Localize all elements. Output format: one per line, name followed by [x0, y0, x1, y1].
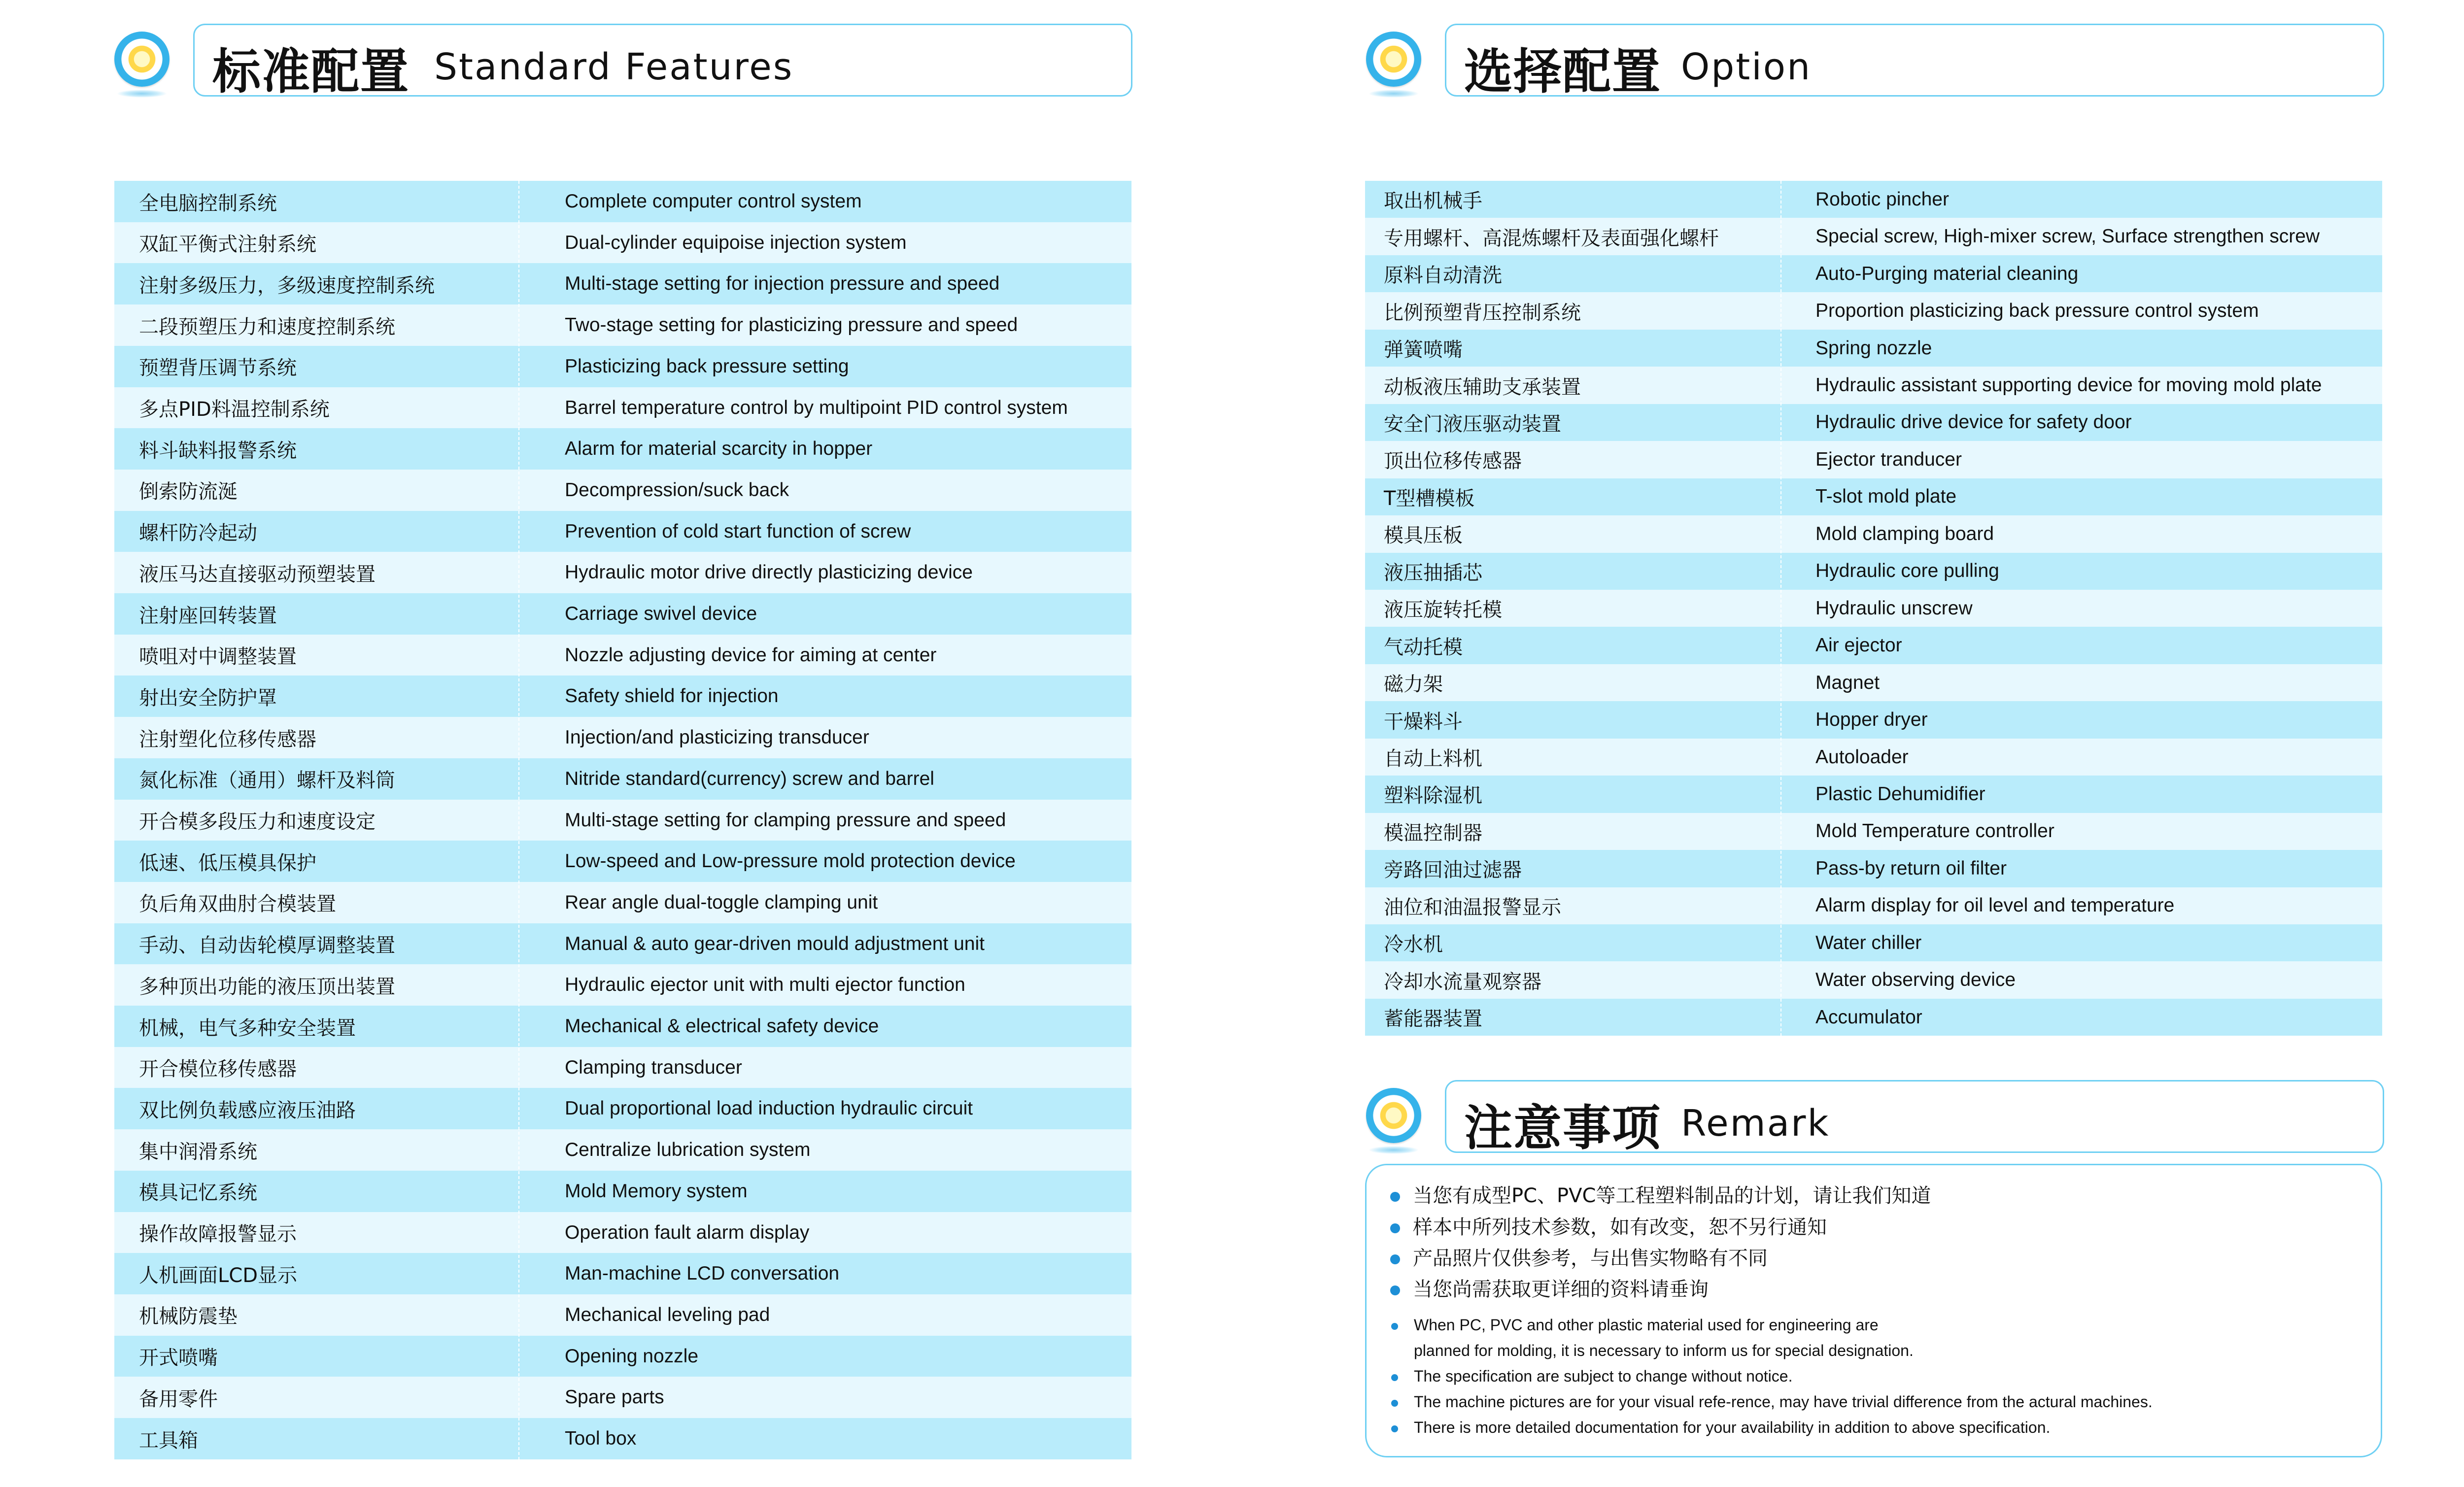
table-row	[114, 470, 1131, 511]
feature-name-zh: 模温控制器	[1384, 821, 1482, 845]
feature-name-en: Tool box	[565, 1428, 637, 1449]
remark-zh-item: 当您有成型PC、PVC等工程塑料制品的计划，请让我们知道	[1390, 1180, 1931, 1208]
standard-features-table	[114, 181, 1131, 1460]
table-row	[114, 511, 1131, 552]
feature-name-zh: 备用零件	[139, 1387, 218, 1411]
feature-name-en: Low-speed and Low-pressure mold protection device	[565, 850, 1016, 872]
standard-title-zh: 标准配置	[212, 44, 410, 100]
feature-name-zh: 负后角双曲肘合模装置	[139, 893, 336, 916]
feature-name-zh: 塑料除湿机	[1384, 784, 1482, 808]
feature-name-en: Hopper dryer	[1815, 709, 1928, 731]
table-row	[114, 346, 1131, 387]
table-row	[1365, 292, 2382, 330]
feature-name-en: Mold Temperature controller	[1815, 820, 2054, 842]
remark-zh-item: 当您尚需获取更详细的资料请垂询	[1390, 1274, 1709, 1302]
feature-name-en: Plasticizing back pressure setting	[565, 355, 849, 377]
option-title-en: Option	[1681, 46, 1812, 88]
table-row	[114, 387, 1131, 429]
feature-name-en: Magnet	[1815, 672, 1880, 693]
table-row	[1365, 330, 2382, 367]
feature-name-en: Hydraulic core pulling	[1815, 560, 1999, 582]
table-row	[114, 1129, 1131, 1171]
table-row	[1365, 961, 2382, 999]
table-row	[114, 552, 1131, 593]
remark-logo-icon	[1366, 1088, 1421, 1143]
feature-name-zh: 冷却水流量观察器	[1384, 970, 1541, 993]
feature-name-zh: 料斗缺料报警系统	[139, 439, 297, 462]
feature-name-en: Plastic Dehumidifier	[1815, 783, 1985, 805]
feature-name-zh: 喷咀对中调整装置	[139, 645, 297, 669]
table-row	[114, 1336, 1131, 1377]
feature-name-zh: 注射塑化位移传感器	[139, 728, 316, 751]
remark-zh-item: 样本中所列技术参数，如有改变，恕不另行通知	[1390, 1212, 1827, 1240]
feature-name-en: Mechanical leveling pad	[565, 1304, 770, 1325]
table-row	[114, 635, 1131, 676]
table-row	[1365, 553, 2382, 590]
feature-name-zh: 螺杆防冷起动	[139, 522, 257, 545]
feature-name-zh: 动板液压辅助支承装置	[1384, 375, 1581, 399]
feature-name-en: Water chiller	[1815, 932, 1922, 953]
feature-name-en: Pass-by return oil filter	[1815, 857, 2007, 879]
option-logo-icon	[1366, 32, 1421, 87]
standard-title-en: Standard Features	[434, 46, 794, 88]
feature-name-zh: 人机画面LCD显示	[139, 1264, 298, 1287]
feature-name-zh: 干燥料斗	[1384, 710, 1463, 733]
feature-name-en: Hydraulic assistant supporting device for moving mold plate	[1815, 374, 2322, 396]
feature-name-en: Hydraulic ejector unit with multi ejector function	[565, 974, 965, 996]
table-row	[114, 676, 1131, 717]
table-row	[114, 263, 1131, 304]
remark-box	[1365, 1164, 2382, 1457]
feature-name-zh: 模具压板	[1384, 524, 1463, 547]
feature-name-en: Nitride standard(currency) screw and barrel	[565, 768, 934, 789]
feature-name-zh: 注射多级压力，多级速度控制系统	[139, 274, 435, 297]
feature-name-zh: 机械，电气多种安全装置	[139, 1016, 356, 1040]
feature-name-en: Carriage swivel device	[565, 603, 757, 624]
feature-name-zh: T型槽模板	[1384, 487, 1475, 510]
feature-name-zh: 气动托模	[1384, 636, 1463, 659]
table-row	[114, 1171, 1131, 1212]
feature-name-en: Hydraulic drive device for safety door	[1815, 411, 2132, 433]
standard-logo-icon	[114, 32, 170, 87]
table-row	[1365, 627, 2382, 664]
feature-name-en: Manual & auto gear-driven mould adjustment unit	[565, 933, 985, 954]
option-title-box	[1445, 24, 2384, 100]
feature-name-en: Spare parts	[565, 1386, 664, 1408]
remark-en-item: There is more detailed documentation for your availability in addition to above specification.	[1391, 1419, 2050, 1437]
remark-en-item: When PC, PVC and other plastic material used for engineering are	[1391, 1316, 1879, 1334]
feature-name-zh: 工具箱	[139, 1429, 198, 1452]
feature-name-en: Operation fault alarm display	[565, 1221, 810, 1243]
feature-name-zh: 倒索防流涎	[139, 480, 238, 504]
feature-name-zh: 顶出位移传感器	[1384, 450, 1522, 473]
table-row	[114, 593, 1131, 635]
feature-name-en: Spring nozzle	[1815, 337, 1932, 359]
feature-name-en: Special screw, High-mixer screw, Surface strengthen screw	[1815, 226, 2320, 247]
table-row	[114, 1006, 1131, 1047]
table-row	[114, 1253, 1131, 1294]
feature-name-zh: 注射座回转装置	[139, 604, 277, 627]
table-row	[114, 1047, 1131, 1088]
feature-name-en: Water observing device	[1815, 969, 2016, 991]
bullet-icon	[1391, 1425, 1398, 1432]
table-row	[114, 304, 1131, 346]
feature-name-zh: 专用螺杆、高混炼螺杆及表面强化螺杆	[1384, 227, 1719, 250]
feature-name-zh: 磁力架	[1384, 673, 1443, 696]
feature-name-zh: 操作故障报警显示	[139, 1223, 297, 1246]
feature-name-zh: 液压马达直接驱动预塑装置	[139, 563, 376, 586]
feature-name-en: Ejector tranducer	[1815, 448, 1962, 470]
table-row	[1365, 739, 2382, 776]
bullet-icon	[1391, 1374, 1398, 1381]
table-row	[114, 428, 1131, 470]
bullet-icon	[1391, 1400, 1398, 1407]
table-row	[114, 964, 1131, 1006]
feature-name-en: Auto-Purging material cleaning	[1815, 263, 2079, 284]
feature-name-zh: 低速、低压模具保护	[139, 851, 316, 875]
table-row	[1365, 218, 2382, 255]
remark-title-box	[1445, 1080, 2384, 1156]
table-row	[1365, 367, 2382, 404]
feature-name-zh: 全电脑控制系统	[139, 192, 277, 215]
feature-name-zh: 开合模位移传感器	[139, 1058, 297, 1081]
feature-name-en: Multi-stage setting for injection pressure and speed	[565, 273, 1000, 295]
option-features-table	[1365, 181, 2382, 1036]
column-divider	[1780, 181, 1781, 1036]
table-row	[1365, 701, 2382, 739]
table-row	[1365, 181, 2382, 218]
table-row	[114, 758, 1131, 800]
table-row	[114, 181, 1131, 222]
feature-name-en: Opening nozzle	[565, 1345, 699, 1367]
feature-name-zh: 冷水机	[1384, 933, 1443, 956]
feature-name-en: Air ejector	[1815, 635, 1902, 656]
table-row	[1365, 664, 2382, 702]
feature-name-zh: 预塑背压调节系统	[139, 357, 297, 380]
feature-name-zh: 比例预塑背压控制系统	[1384, 301, 1581, 324]
feature-name-zh: 多种顶出功能的液压顶出装置	[139, 975, 395, 998]
remark-title-zh: 注意事项	[1464, 1100, 1662, 1156]
bullet-icon	[1390, 1192, 1400, 1202]
feature-name-en: Multi-stage setting for clamping pressure and speed	[565, 809, 1006, 831]
feature-name-zh: 自动上料机	[1384, 747, 1482, 770]
feature-name-en: Prevention of cold start function of screw	[565, 520, 911, 542]
table-row	[1365, 478, 2382, 516]
feature-name-zh: 多点PID料温控制系统	[139, 398, 330, 421]
table-row	[114, 1212, 1131, 1253]
feature-name-en: Autoloader	[1815, 746, 1909, 768]
feature-name-zh: 蓄能器装置	[1384, 1008, 1482, 1031]
table-row	[1365, 441, 2382, 478]
table-row	[114, 1088, 1131, 1129]
feature-name-en: Rear angle dual-toggle clamping unit	[565, 891, 878, 913]
feature-name-en: Mechanical & electrical safety device	[565, 1015, 879, 1037]
standard-title-box	[193, 24, 1132, 100]
table-row	[1365, 999, 2382, 1036]
feature-name-en: Dual-cylinder equipoise injection system	[565, 232, 907, 253]
table-row	[114, 800, 1131, 841]
feature-name-zh: 二段预塑压力和速度控制系统	[139, 315, 395, 338]
table-row	[1365, 850, 2382, 887]
feature-name-en: Alarm display for oil level and temperature	[1815, 895, 2175, 916]
feature-name-zh: 液压抽插芯	[1384, 561, 1482, 584]
remark-en-item: The machine pictures are for your visual refe-rence, may have trivial difference from the actural machines.	[1391, 1393, 2153, 1411]
remark-title-en: Remark	[1681, 1102, 1830, 1145]
feature-name-en: Hydraulic motor drive directly plasticizing device	[565, 562, 973, 583]
feature-name-en: Barrel temperature control by multipoint PID control system	[565, 397, 1068, 418]
table-row	[1365, 813, 2382, 850]
feature-name-zh: 集中润滑系统	[139, 1140, 257, 1163]
table-row	[114, 1418, 1131, 1459]
feature-name-zh: 手动、自动齿轮模厚调整装置	[139, 934, 395, 957]
table-row	[1365, 255, 2382, 293]
table-row	[114, 923, 1131, 965]
table-row	[114, 1377, 1131, 1418]
feature-name-en: Mold clamping board	[1815, 523, 1994, 544]
feature-name-en: Robotic pincher	[1815, 188, 1949, 210]
table-row	[114, 717, 1131, 758]
feature-name-zh: 旁路回油过滤器	[1384, 859, 1522, 882]
option-title-zh: 选择配置	[1464, 44, 1662, 100]
column-divider	[518, 181, 519, 1460]
feature-name-en: Alarm for material scarcity in hopper	[565, 438, 873, 460]
feature-name-en: Mold Memory system	[565, 1180, 748, 1202]
table-row	[1365, 887, 2382, 925]
table-row	[1365, 776, 2382, 813]
feature-name-en: T-slot mold plate	[1815, 486, 1957, 507]
feature-name-zh: 机械防震垫	[139, 1305, 238, 1328]
feature-name-zh: 安全门液压驱动装置	[1384, 412, 1561, 436]
feature-name-zh: 双缸平衡式注射系统	[139, 233, 316, 256]
feature-name-zh: 油位和油温报警显示	[1384, 896, 1561, 919]
remark-zh-item: 产品照片仅供参考，与出售实物略有不同	[1390, 1243, 1768, 1271]
feature-name-zh: 氮化标准（通用）螺杆及料筒	[139, 769, 395, 792]
remark-en-item-continued: planned for molding, it is necessary to inform us for special designation.	[1414, 1342, 1914, 1359]
bullet-icon	[1390, 1223, 1400, 1233]
feature-name-zh: 弹簧喷嘴	[1384, 338, 1463, 362]
feature-name-zh: 开合模多段压力和速度设定	[139, 811, 376, 833]
feature-name-en: Proportion plasticizing back pressure control system	[1815, 300, 2259, 322]
feature-name-zh: 液压旋转托模	[1384, 599, 1502, 622]
table-row	[114, 841, 1131, 882]
table-row	[1365, 924, 2382, 962]
feature-name-zh: 双比例负载感应液压油路	[139, 1099, 356, 1122]
feature-name-en: Complete computer control system	[565, 191, 862, 212]
feature-name-en: Safety shield for injection	[565, 685, 779, 707]
remark-en-item: The specification are subject to change without notice.	[1391, 1367, 1792, 1386]
feature-name-en: Nozzle adjusting device for aiming at center	[565, 644, 937, 666]
table-row	[1365, 515, 2382, 553]
bullet-icon	[1391, 1323, 1398, 1330]
table-row	[1365, 590, 2382, 627]
feature-name-en: Injection/and plasticizing transducer	[565, 727, 869, 748]
feature-name-en: Hydraulic unscrew	[1815, 597, 1973, 619]
bullet-icon	[1390, 1285, 1400, 1295]
feature-name-en: Clamping transducer	[565, 1056, 742, 1078]
feature-name-en: Dual proportional load induction hydraulic circuit	[565, 1098, 973, 1119]
feature-name-zh: 射出安全防护罩	[139, 686, 277, 710]
table-row	[114, 1294, 1131, 1336]
feature-name-zh: 原料自动清洗	[1384, 264, 1502, 287]
feature-name-zh: 开式喷嘴	[139, 1347, 218, 1370]
feature-name-zh: 取出机械手	[1384, 190, 1482, 213]
feature-name-en: Decompression/suck back	[565, 479, 789, 501]
feature-name-en: Two-stage setting for plasticizing pressure and speed	[565, 314, 1018, 336]
table-row	[114, 882, 1131, 923]
feature-name-en: Man-machine LCD conversation	[565, 1263, 840, 1284]
bullet-icon	[1390, 1254, 1400, 1264]
table-row	[1365, 404, 2382, 441]
feature-name-zh: 模具记忆系统	[139, 1182, 257, 1205]
feature-name-en: Centralize lubrication system	[565, 1139, 811, 1161]
table-row	[114, 222, 1131, 264]
feature-name-en: Accumulator	[1815, 1006, 1922, 1028]
